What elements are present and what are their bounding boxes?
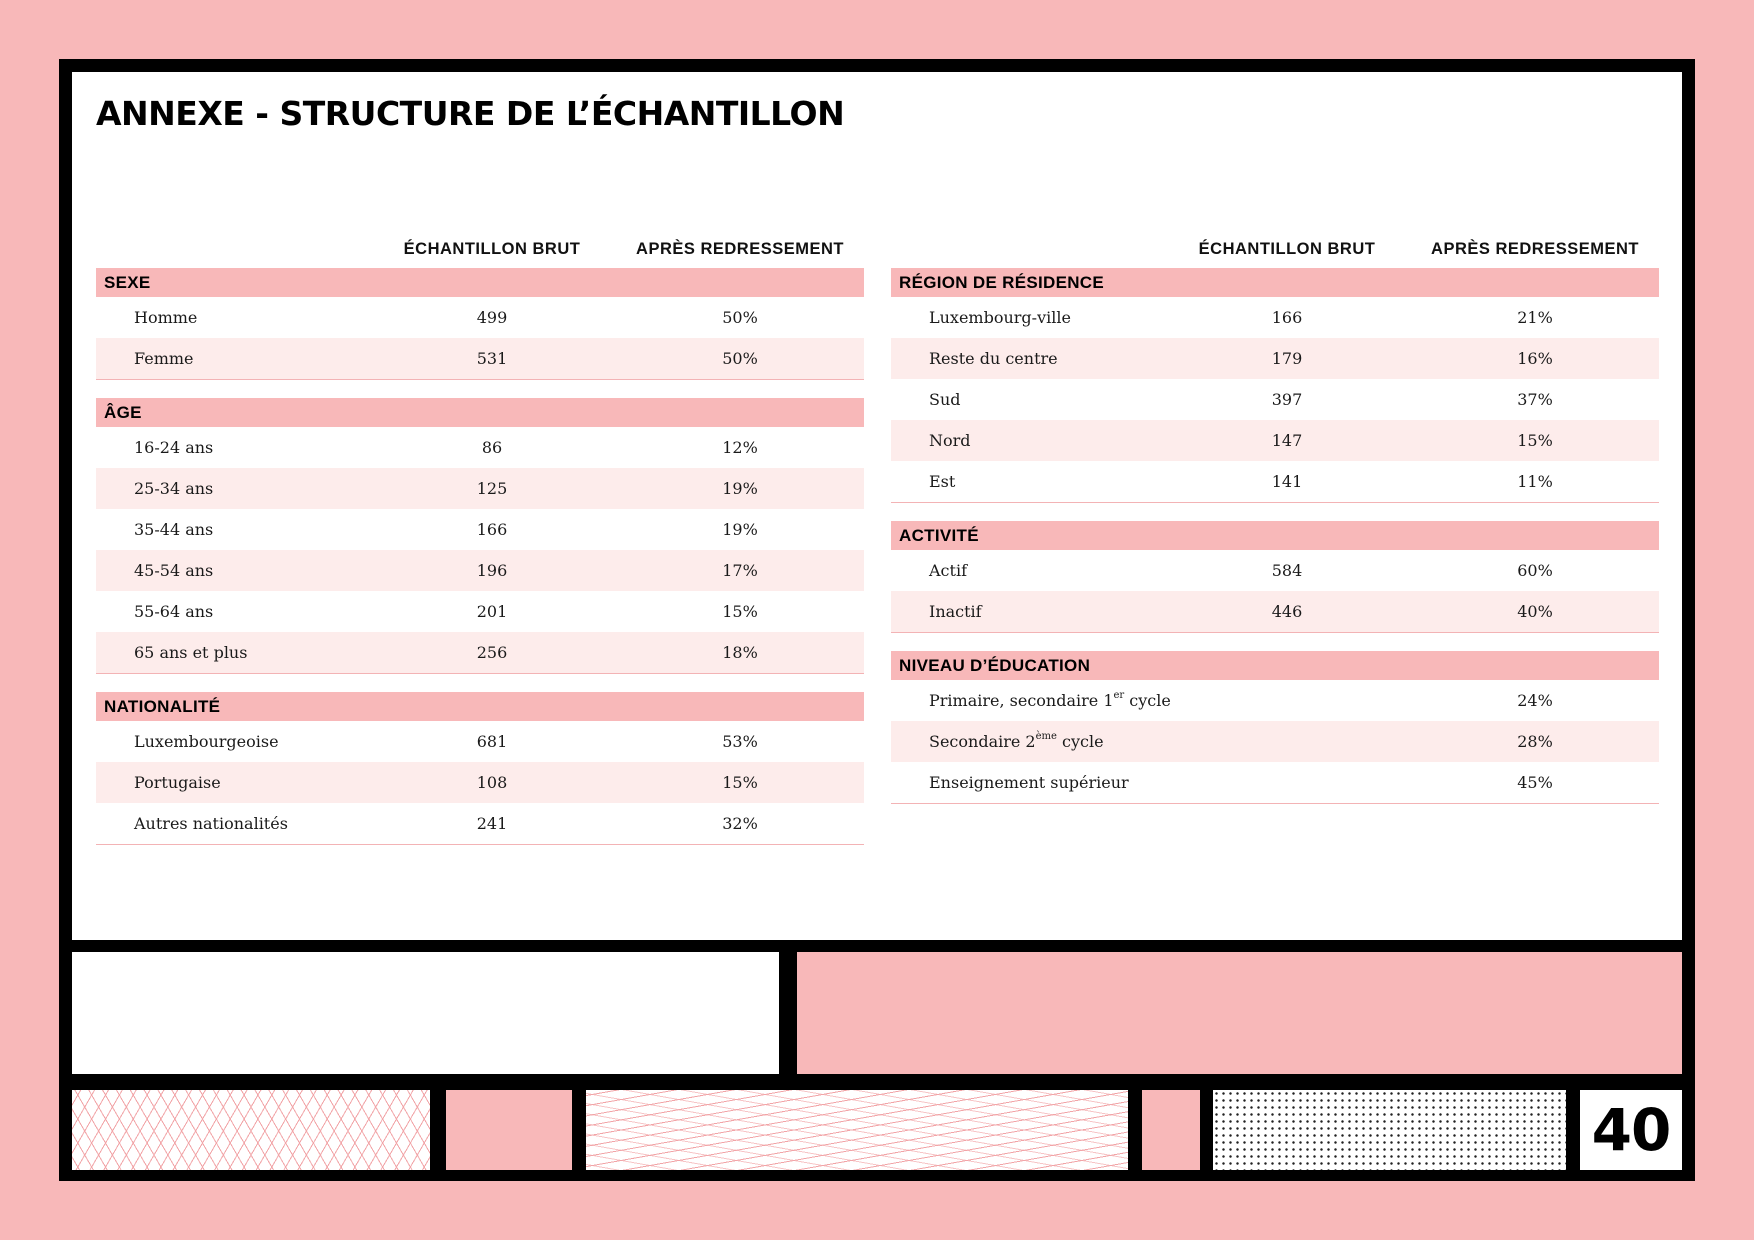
- table-section: [96, 268, 864, 380]
- value-redressement: 60%: [1517, 561, 1553, 580]
- row-label: [929, 338, 1058, 379]
- value-redressement: 37%: [1517, 390, 1553, 409]
- row-label: [929, 379, 961, 420]
- row-label: [134, 762, 221, 803]
- value-redressement: 16%: [1517, 349, 1553, 368]
- row-label-text: 45-54 ans: [134, 561, 214, 580]
- section-header: ÂGE: [96, 398, 864, 427]
- table-row: [891, 762, 1659, 803]
- row-label-superscript: er: [1113, 689, 1125, 701]
- section-header: NIVEAU D’ÉDUCATION: [891, 651, 1659, 680]
- row-label: [134, 721, 279, 762]
- row-label: [134, 338, 194, 379]
- table-row: [96, 509, 864, 550]
- value-redressement: 28%: [1517, 732, 1553, 751]
- value-redressement: 11%: [1517, 472, 1553, 491]
- row-label-text: Est: [929, 472, 956, 491]
- row-label: [134, 427, 213, 468]
- section-header: RÉGION DE RÉSIDENCE: [891, 268, 1659, 297]
- decorative-dot-pattern: [1213, 1090, 1566, 1170]
- table-row: [891, 338, 1659, 379]
- row-label-text: Portugaise: [134, 773, 221, 792]
- value-redressement: 21%: [1517, 308, 1553, 327]
- value-brut: 147: [1271, 431, 1303, 450]
- column-headers: [891, 232, 1659, 268]
- table-row: [96, 803, 864, 844]
- value-brut: 141: [1271, 472, 1303, 491]
- row-label-text: Nord: [929, 431, 971, 450]
- table-row: [96, 721, 864, 762]
- value-brut: 446: [1271, 602, 1303, 621]
- value-redressement: 17%: [722, 561, 758, 580]
- column-header-brut: ÉCHANTILLON BRUT: [403, 240, 581, 258]
- column-headers: [96, 232, 864, 268]
- value-redressement: 12%: [722, 438, 758, 457]
- table-row: [891, 591, 1659, 632]
- value-brut: 179: [1271, 349, 1303, 368]
- decorative-pink-block: [446, 1090, 572, 1170]
- row-label: [134, 297, 197, 338]
- value-brut: 108: [476, 773, 508, 792]
- column-header-brut: ÉCHANTILLON BRUT: [1198, 240, 1376, 258]
- row-label-text: Actif: [929, 561, 967, 580]
- row-label: [929, 721, 1104, 762]
- row-label-text: Luxembourg-ville: [929, 308, 1071, 327]
- row-label-text: 35-44 ans: [134, 520, 214, 539]
- section-header: NATIONALITÉ: [96, 692, 864, 721]
- value-brut: 584: [1271, 561, 1303, 580]
- decorative-pink-block: [1142, 1090, 1200, 1170]
- section-header: ACTIVITÉ: [891, 521, 1659, 550]
- row-label: [929, 297, 1071, 338]
- row-label-text: Enseignement supérieur: [929, 773, 1129, 792]
- table-row: [96, 632, 864, 673]
- value-brut: 166: [1271, 308, 1303, 327]
- row-label: [929, 461, 955, 502]
- column-header-redressement: APRÈS REDRESSEMENT: [636, 240, 844, 258]
- page-title: ANNEXE - STRUCTURE DE L’ÉCHANTILLON: [96, 94, 845, 133]
- value-brut: 531: [476, 349, 508, 368]
- main-panel: [72, 72, 1682, 940]
- value-redressement: 19%: [722, 520, 758, 539]
- value-brut: 166: [476, 520, 508, 539]
- row-label-text: Homme: [134, 308, 198, 327]
- decorative-pink-block: [797, 952, 1682, 1074]
- table-section: [891, 651, 1659, 804]
- page-frame: [59, 59, 1695, 1181]
- page-number: 40: [1591, 1096, 1671, 1164]
- table-section: [891, 268, 1659, 503]
- table-row: [891, 680, 1659, 721]
- value-brut: 125: [476, 479, 508, 498]
- left-table: [96, 232, 864, 863]
- value-brut: 201: [476, 602, 508, 621]
- row-label-text: 25-34 ans: [134, 479, 214, 498]
- value-redressement: 45%: [1517, 773, 1553, 792]
- table-row: [891, 420, 1659, 461]
- value-redressement: 24%: [1517, 691, 1553, 710]
- value-redressement: 53%: [722, 732, 758, 751]
- row-label-text: 55-64 ans: [134, 602, 214, 621]
- table-section: [891, 521, 1659, 633]
- value-brut: 397: [1271, 390, 1303, 409]
- row-label-superscript: ème: [1035, 730, 1057, 742]
- table-row: [891, 550, 1659, 591]
- row-label-text: Reste du centre: [929, 349, 1058, 368]
- section-header: SEXE: [96, 268, 864, 297]
- table-row: [891, 379, 1659, 420]
- row-label-suffix: cycle: [1056, 732, 1104, 751]
- table-row: [96, 591, 864, 632]
- table-row: [96, 297, 864, 338]
- table-row: [96, 468, 864, 509]
- row-label-text: Femme: [134, 349, 194, 368]
- value-redressement: 40%: [1517, 602, 1553, 621]
- row-label: [134, 550, 213, 591]
- row-label-text: 16-24 ans: [134, 438, 214, 457]
- value-brut: 241: [476, 814, 508, 833]
- value-redressement: 19%: [722, 479, 758, 498]
- value-redressement: 50%: [722, 308, 758, 327]
- column-header-redressement: APRÈS REDRESSEMENT: [1431, 240, 1639, 258]
- row-label-text: Secondaire 2: [929, 732, 1036, 751]
- row-label: [134, 632, 247, 673]
- value-redressement: 15%: [722, 773, 758, 792]
- row-label-text: Autres nationalités: [134, 814, 288, 833]
- row-label: [929, 680, 1171, 721]
- value-redressement: 50%: [722, 349, 758, 368]
- decorative-white-block: [72, 952, 779, 1074]
- row-label-text: Sud: [929, 390, 961, 409]
- row-label-text: Luxembourgeoise: [134, 732, 279, 751]
- decorative-wave-pattern: [586, 1090, 1128, 1170]
- table-row: [891, 461, 1659, 502]
- row-label: [929, 762, 1129, 803]
- row-label: [929, 591, 982, 632]
- table-section: [96, 692, 864, 845]
- row-label: [929, 420, 971, 461]
- table-row: [891, 297, 1659, 338]
- row-label-text: Inactif: [929, 602, 982, 621]
- row-label: [134, 509, 213, 550]
- row-label: [134, 591, 213, 632]
- row-label: [929, 550, 967, 591]
- decorative-zigzag-pattern: [72, 1090, 430, 1170]
- table-row: [96, 427, 864, 468]
- table-section: [96, 398, 864, 674]
- value-redressement: 32%: [722, 814, 758, 833]
- row-label-text: 65 ans et plus: [134, 643, 248, 662]
- row-label: [134, 803, 288, 844]
- page-number-box: [1580, 1090, 1682, 1170]
- value-brut: 499: [476, 308, 508, 327]
- row-label-text: Primaire, secondaire 1: [929, 691, 1114, 710]
- value-redressement: 18%: [722, 643, 758, 662]
- row-label: [134, 468, 213, 509]
- table-row: [96, 762, 864, 803]
- value-redressement: 15%: [722, 602, 758, 621]
- value-redressement: 15%: [1517, 431, 1553, 450]
- right-table: [891, 232, 1659, 822]
- value-brut: 681: [476, 732, 508, 751]
- value-brut: 196: [476, 561, 508, 580]
- value-brut: 256: [476, 643, 508, 662]
- table-row: [96, 550, 864, 591]
- table-row: [891, 721, 1659, 762]
- row-label-suffix: cycle: [1124, 691, 1171, 710]
- table-row: [96, 338, 864, 379]
- value-brut: 86: [481, 438, 503, 457]
